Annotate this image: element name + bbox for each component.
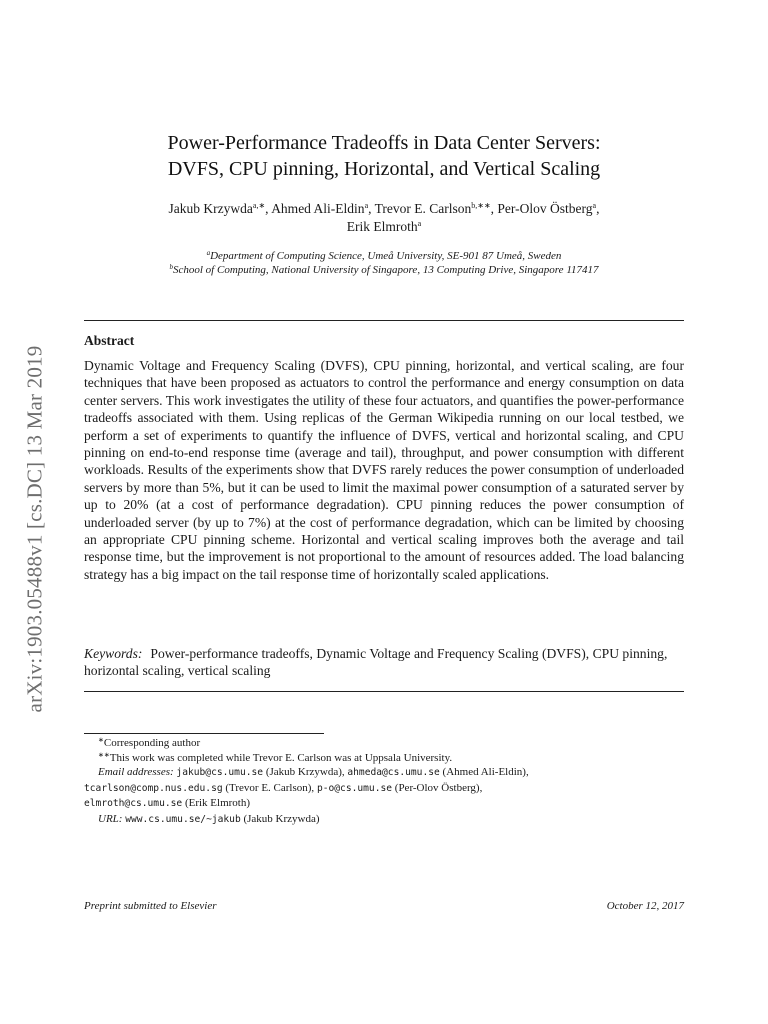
author-line-2 (84, 218, 684, 236)
email-link[interactable]: jakub@cs.umu.se (176, 767, 264, 779)
abstract-top-rule (84, 320, 684, 321)
affiliation-sup: a (206, 249, 211, 257)
title-line-2: DVFS, CPU pinning, Horizontal, and Vertical Scaling (167, 158, 601, 180)
author-sup: b,∗∗ (471, 201, 491, 210)
author-name: Jakub Krzywda (168, 201, 253, 216)
footnote-emails-line-3 (84, 796, 684, 812)
email-link[interactable]: tcarlson@comp.nus.edu.sg (84, 782, 223, 794)
affiliation-b (84, 263, 684, 277)
footnote-text: Corresponding author (103, 737, 201, 749)
arxiv-identifier-stamp[interactable]: arXiv:1903.05488v1 [cs.DC] 13 Mar 2019 (22, 345, 47, 713)
author-name: Trevor E. Carlson (374, 201, 472, 216)
title-line-1: Power-Performance Tradeoffs in Data Center Servers: (167, 132, 601, 154)
paper-title (84, 130, 684, 182)
email-owner: (Trevor E. Carlson), (225, 781, 315, 794)
affiliation-text: School of Computing, National University of Singapore, 13 Computing Drive, Singapore 117417 (172, 264, 599, 276)
url-label: URL: (98, 812, 123, 825)
footnote-url (84, 812, 684, 828)
footnote-corresponding (84, 736, 684, 751)
email-label: Email addresses: (98, 766, 174, 779)
footnote-text: This work was completed while Trevor E. Carlson was at Uppsala University. (109, 751, 453, 764)
email-owner: (Erik Elmroth) (184, 797, 251, 810)
email-link[interactable]: p-o@cs.umu.se (316, 782, 393, 794)
url-link[interactable]: www.cs.umu.se/~jakub (125, 813, 241, 825)
footnote-work-note (84, 751, 684, 766)
email-owner: (Ahmed Ali-Eldin), (442, 766, 529, 779)
footnote-emails-line-2 (84, 781, 684, 797)
url-owner: (Jakub Krzywda) (243, 812, 320, 825)
footer-date: October 12, 2017 (606, 900, 684, 912)
author-line-1: Jakub Krzywda$^{a,∗}$, Ahmed Ali-Eldin$^a$, Trevor E. Carlson$^{b,∗∗}$, Per-Olov Östberg$^a$, (168, 201, 600, 216)
email-link[interactable]: ahmeda@cs.umu.se (347, 767, 440, 779)
email-owner: (Per-Olov Östberg), (394, 781, 483, 794)
footnote-rule (84, 733, 324, 734)
affiliation-a (84, 249, 684, 263)
footnote-emails-line-1 (84, 765, 684, 781)
abstract-text: Dynamic Voltage and Frequency Scaling (DVFS), CPU pinning, horizontal, and vertical scaling, are four techniques that have been proposed as actuators to control the performance and energy consumption on data center servers. This work investigates the utility of these four actuators, and quantifies the power-performance tradeoffs associated with them. Using replicas of the German Wikipedia running on our local testbed, we perform a set of experiments to quantify the influence of DVFS, vertical and horizontal scaling, and CPU pinning on end-to-end response time (average and tail), throughput, and power consumption with different workloads. Results of the experiments show that DVFS rarely reduces the power consumption of underloaded servers by more than 5%, but it can be used to limit the maximal power consumption of a saturated server by up to 20% (at a cost of performance degradation). CPU pinning reduces the power consumption of underloaded server (by up to 7%) at the cost of performance degradation, which can be limited by choosing an appropriate CPU pinning scheme. Horizontal and vertical scaling improves both the average and tail response time, but the improvement is not proportional to the amount of resources added. The load balancing strategy has a big impact on the tail response time of horizontally scaled applications. (84, 358, 684, 582)
abstract-heading: Abstract (84, 333, 135, 348)
keywords (84, 645, 684, 680)
email-owner: (Jakub Krzywda), (265, 766, 345, 779)
author-name: Per-Olov Östberg (497, 201, 593, 216)
author-name: Ahmed Ali-Eldin (271, 201, 365, 216)
affiliation-sup: b (169, 263, 173, 271)
footnote-mark: ∗∗ (98, 750, 110, 759)
keywords-label: Keywords: (84, 646, 143, 661)
email-link[interactable]: elmroth@cs.umu.se (84, 798, 183, 810)
author-list (84, 200, 684, 236)
affiliations (84, 249, 684, 277)
abstract-bottom-rule (84, 691, 684, 692)
author-name: Erik Elmroth (346, 219, 418, 234)
footnote-mark: ∗ (98, 736, 104, 744)
author-sup: a (417, 219, 422, 228)
footnotes (84, 736, 684, 828)
affiliation-text: Department of Computing Science, Umeå University, SE-901 87 Umeå, Sweden (210, 250, 562, 262)
author-sup: a,∗ (252, 201, 266, 210)
keywords-text: Power-performance tradeoffs, Dynamic Voltage and Frequency Scaling (DVFS), CPU pinning, horizontal scaling, vertical scaling (84, 646, 668, 679)
footer-preprint-note: Preprint submitted to Elsevier (84, 900, 217, 912)
author-sup: a (592, 201, 597, 210)
author-sup: a (364, 201, 369, 210)
